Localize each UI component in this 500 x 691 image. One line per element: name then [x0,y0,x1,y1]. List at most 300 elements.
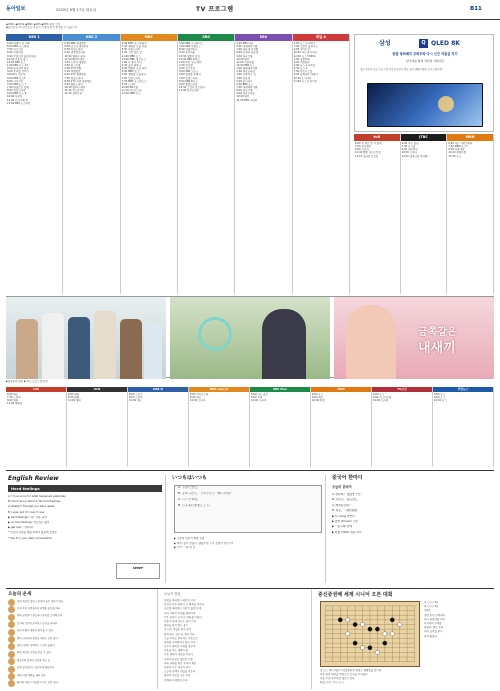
zodiac-icon [8,599,15,606]
go-stone [368,646,372,650]
program-item[interactable]: 6:00 뉴스 [373,393,385,396]
fortune-text: 뱀띠 신중하게 결정을 내리는 것이 좋다 [17,636,58,640]
channel-column [178,34,235,294]
program-item[interactable]: 10:30 영화가 좋다 [64,54,86,58]
program-item[interactable]: 9:20 월화드라마 [64,82,83,86]
side-schedule-grid [354,134,494,294]
text-line: B: I was, but I'm over it now. [8,510,45,514]
text-line: 세상을 바라보는 따뜻한 시선 [164,599,196,602]
text-line: ▶ 吃饭 chīfàn 밥을 먹다 [332,530,362,534]
zodiac-icon [8,621,15,628]
program-item[interactable]: 9:00 다큐프라임 [236,92,255,96]
go-stone [360,646,364,650]
program-item[interactable]: 5:00 새벽의 창 기획 [7,42,30,45]
fortune-column [6,589,158,689]
fortune-text: 원숭이띠 일에서 성과를 얻는 날 [17,658,51,662]
channel-name[interactable]: JTBC [401,134,447,141]
fortune-row [6,680,158,688]
program-item[interactable]: 10:00 명의 [236,57,250,61]
person-figure [346,305,396,379]
english-review [6,475,166,583]
cable-schedule-grid [6,387,494,467]
english-topic: Hard feelings [8,485,162,492]
program-item[interactable]: 7:00 SBS 아침뉴스 [179,45,201,49]
program-item[interactable]: 6:00 스포츠 [129,393,143,396]
program-item[interactable]: 10:00 예능 [129,399,142,403]
program-item[interactable]: 10:30 나는 몸신이다 [293,51,317,55]
baduk-footnote [320,669,492,685]
channel-name[interactable]: MBC [121,34,177,41]
photo-caption: ▶방송화면 캡처 ▶ 주요 프로그램 안내 [6,380,48,383]
program-item[interactable]: 10:00 PD수첩 [121,85,138,89]
text-line: ▶ 단어: 一杯 한 잔 [174,546,196,549]
program-item[interactable]: 9:40 무엇이든 물어보세요 [7,54,36,58]
program-item[interactable]: 10:30 도시어부 [293,76,312,80]
text-line: 점했다. 백은 우변 [424,626,444,630]
program-item[interactable]: 3:00 우리말 겨루기 [7,70,29,74]
info-line: ◆KBS1 ◆KBS2 ◆MBC ◆SBS ◆EBS 채널 안내 [6,23,61,26]
channel-name[interactable]: 채널 A [293,34,349,41]
program-item[interactable]: 7:50 인간극장 [7,48,24,52]
program-item[interactable]: 6:20 2TV 생생정보 [64,73,87,77]
japanese-title: いつもはいつも [172,475,208,481]
program-item[interactable]: 10:30 불후의 명곡 [64,85,86,89]
channel-name[interactable]: SBS Plus [250,387,310,392]
program-item[interactable]: 8:30 아침드라마 [121,48,141,52]
program-item[interactable]: 4:00 6시 내고향 [7,73,26,77]
channel-column [189,387,250,467]
program-item[interactable]: 6:00 예능 [7,393,19,396]
channel-name[interactable]: KBS 1 [6,34,62,41]
fortune-text: 닭띠 말조심하고 겸손하게 행동하라 [17,666,54,670]
go-stone [390,618,394,622]
zodiac-icon [8,636,15,643]
text-line: 미래 세대를 위한 우리의 책임 [164,661,197,665]
program-item[interactable]: 6:00 나는 자연인이다 [448,142,473,145]
text-line: 일상의 작은 변화가 큰 행복을 만든다 [164,603,205,607]
program-item[interactable]: 6:00 비디오스타 [190,393,209,396]
program-item[interactable]: 6:00 유 퀴즈 온 더 블럭 [355,142,382,145]
japanese-lines [174,537,322,551]
program-item[interactable]: 6:00 굿모닝 대한민국 [64,45,89,49]
text-line: 흑 ○○○ 9단 [424,601,439,604]
language-section [6,470,494,585]
program-item[interactable]: 10:00 명의 [236,95,250,99]
go-stone [346,618,350,622]
fortune-text: 범띠 금전운이 상승하니 투자를 고려해 보라 [17,614,63,618]
program-item[interactable]: 10:30 그것이 알고싶다 [179,85,205,89]
fortune-text: 토끼띠 건강에 유의하고 휴식을 취하라 [17,621,57,625]
program-item[interactable]: 12:00 EBS 뉴스 [236,63,255,67]
program-item[interactable]: 5:00 MBC 뉴스 [121,70,140,74]
text-line: 작은 배려가 세상을 바꾼다 [164,653,193,657]
text-line: 오늘의 선택이 내일을 만든다 [164,670,196,674]
text-line: 더 나은 내일을 위한 준비 [164,628,192,632]
program-item[interactable]: 7:50 MBN 뉴스7 [448,145,468,149]
program-item[interactable]: 10:50 이웃집 찰스 [7,57,28,61]
program-item[interactable]: 11:50 뉴스 [448,154,462,158]
channel-name[interactable]: EBS [235,34,291,41]
go-stone [338,618,342,622]
program-item[interactable]: 6:00 뉴스 [434,393,446,396]
program-item[interactable]: 7:55 MBC 뉴스데스크 [121,79,147,83]
q-logo-icon: Q [419,39,428,48]
column-lines [164,599,310,683]
text-line: ▶ hard feelings: 나쁜 감정, 원한 [8,515,47,519]
person-figure [16,319,38,379]
program-item[interactable]: 8:00 예능 [312,396,324,400]
program-item[interactable]: 5:00 뉴스 A 라이브 [293,63,316,67]
samsung-ad[interactable] [354,34,494,132]
channel-column [354,134,401,294]
program-item[interactable]: 12:10 놀라운 토요일 [355,154,379,158]
fortune-text: 돼지띠 마음의 여유를 가지는 것이 좋다 [17,680,58,684]
program-item[interactable]: 5:00 EBS 다큐 [236,42,254,45]
program-item[interactable]: 9:00 천기누설 [293,48,310,52]
go-stone [368,627,372,631]
program-item[interactable]: 8:50 드라마 [121,82,136,86]
show-photo [170,297,330,379]
person-figure [120,319,142,379]
text-line: B: 有空，一起吃饭吧。 [332,509,360,513]
fortune-text: 소띠 주변 사람들과의 관계를 돌아볼 때다 [17,606,61,610]
program-item[interactable]: 2:40 편스토랑 [64,63,81,67]
text-line: 초반 포석 단계에서 [424,613,445,617]
text-line: ▶ 오늘의 일본어 회화 표현 [174,537,205,540]
program-item[interactable]: 6:00 아는 형님 [401,142,419,145]
program-item[interactable]: 7:00 딩동댕 유치원 [236,48,259,52]
channel-name[interactable]: MBN [447,134,493,141]
program-item[interactable]: 7:40 현장르포 동행 [7,85,29,89]
program-item[interactable]: 12:20 MBC 뉴스 [121,92,141,96]
chinese-lines [332,493,492,536]
japanese-review [170,475,326,583]
text-line: 흑은 중앙 세력을 바탕으로 공격을 이어갔다. [320,673,369,676]
text-line: 마음을 여는 대화의 힘 [164,649,189,653]
text-line: 사랑과 관심이 필요한 이웃 [164,657,193,661]
channel-column [401,134,448,294]
program-item[interactable]: 11:10 라디오스타 [121,89,142,93]
program-item[interactable]: 1:00 미운 우리 새끼 [179,60,202,64]
text-line: 서로를 배려하는 마음이 필요한 때 [164,607,201,611]
program-item[interactable]: 5:00 MBC 뉴스투데이 [121,42,147,45]
program-item[interactable]: 7:00 KBS 뉴스 7 [7,82,27,86]
text-line: 흑이 좌상귀를 먼저 [424,617,445,621]
program-item[interactable]: 9:30 기분 좋은 날 [121,51,142,55]
program-item[interactable]: 12:00 냉장고를 부탁해 [401,154,428,158]
program-item[interactable]: 7:50 하트시그널 [293,70,313,74]
baduk-column [316,589,494,689]
fortune-title: 오늘의 운세 [8,592,32,597]
channel-name[interactable]: tvN [6,387,66,392]
program-item[interactable]: 6:00 나는 솔로 [251,393,268,396]
program-item[interactable]: 11:00 재방송 [7,402,23,406]
program-item[interactable]: 11:50 해피투게더 [64,57,85,61]
baduk-lines [424,601,492,639]
text-line: 함께 걷는 길이 더 멀리 간다 [164,632,195,636]
fortune-text: 말띠 가족과 함께하는 시간이 즐겁다 [17,643,55,647]
program-item[interactable]: 1:00 KBS 뉴스 12 [7,63,28,67]
channel-name[interactable]: MBC every1 [189,387,249,392]
channel-name[interactable]: KBS 2 [63,34,119,41]
chinese-subtitle: 오늘의 중국어 [332,485,352,489]
text-line: 희망을 잃지 않는 용기 [164,624,189,628]
program-item[interactable]: 1:50 강철부대 [293,57,310,61]
program-item[interactable]: 6:00 생방송 오늘저녁 [121,73,146,77]
program-item[interactable]: 4:00 생방송 오늘 저녁 [121,67,147,71]
program-item[interactable]: 3:00 건축탐구 집 [236,73,256,77]
program-item[interactable]: 9:00 금쪽같은 내새끼 [293,73,318,77]
program-item[interactable]: 9:00 KBS 뉴스 9 [7,92,27,96]
channel-name[interactable]: tvN [354,134,400,141]
program-item[interactable]: 10:00 드라마 [373,399,389,403]
program-item[interactable]: 7:40 뉴스룸 [401,145,416,149]
channel-column [235,34,292,294]
program-item[interactable]: 7:50 일일드라마 [64,76,83,80]
program-item[interactable]: 4:00 딩동댕 [236,76,250,80]
info-line: ◆동아일보 tv 편성표는 방송사 사정에 따라 변경될 수 있습니다 [6,26,78,30]
text-line: 더불어 사는 세상의 의미 [164,666,191,669]
program-item[interactable]: 8:25 아침마당 [7,51,24,55]
program-item[interactable]: 2:30 놀면 뭐하니 [121,63,141,67]
program-item[interactable]: 8:00 예능 [190,396,202,400]
japanese-dialogue [174,485,322,533]
channel-column [433,387,494,467]
program-item[interactable]: 12:00 MBC 정오뉴스 [121,57,146,61]
program-item[interactable]: 5:00 SBS 오뉴스 [179,70,199,74]
ad-copy: 정보 추진과 성공 프로그램 안내 삼성전자 제공 공익 캠페인 방송 프로그램 후원 [360,68,443,71]
program-item[interactable]: 8:00 미스터트롯 [373,396,392,400]
program-item[interactable]: 11:50 KBS 뉴스라인 [7,101,31,105]
english-lines [8,495,162,542]
channel-name[interactable]: SBS [178,34,234,41]
program-item[interactable]: 8:30 아침연속극 [179,48,198,52]
ad-brand: 삼성 [379,40,391,47]
program-item[interactable]: 5:00 뉴스 A 라이브 [293,42,316,45]
program-item[interactable]: 11:00 시사기획 창 [7,98,28,102]
program-item[interactable]: 10:00 특집 [312,399,325,403]
program-item[interactable]: 10:30 생활의 달인 [179,54,200,58]
go-stone [346,632,350,636]
program-item[interactable]: 1:20 드라마 재방송 [64,60,87,64]
program-item[interactable]: 10:30 드라마 [401,151,417,155]
channel-column [6,387,67,467]
program-item[interactable]: 5:00 SBS 모닝와이드 [179,42,204,45]
program-item[interactable]: 5:30 KBS 생생정보 [64,42,87,45]
program-item[interactable]: 2:00 한국인의 밥상 [7,67,29,71]
channel-column [311,387,372,467]
section-title: TV 프로그램 [196,6,234,13]
program-item[interactable]: 5:00 보니하니 [236,79,253,83]
program-item[interactable]: 10:20 현역가왕 [448,151,466,155]
program-item[interactable]: 12:00 뉴스 TOP10 [293,54,316,58]
text-line: 모두가 행복한 사회를 꿈꾸며 [164,645,196,649]
program-item[interactable]: 11:00 영화 [68,399,81,403]
zodiac-icon [8,643,15,650]
program-item[interactable]: 6:00 뉴스 [312,393,324,396]
text-line: B: 还可以，有点儿忙。 [332,498,360,502]
zodiac-icon [8,658,15,665]
paper-name: 동아일보 [6,6,26,12]
program-item[interactable]: 7:30 드라마 [7,396,21,400]
channel-name[interactable]: 연합뉴스 [433,387,493,392]
go-stone [360,622,364,626]
program-item[interactable]: 10:00 뉴스 [434,399,447,403]
program-item[interactable]: 1:00 나 혼자 산다 [121,60,142,64]
go-board [320,601,420,667]
program-item[interactable]: 8:30 아침드라마 [64,48,83,52]
program-item[interactable]: 11:00 MBC 뉴스 [121,54,141,58]
program-item[interactable]: 8:00 연애 [251,396,263,400]
program-item[interactable]: 5:10 생생정보 [64,70,81,74]
ad-sponsor: 한국예술 협회 라인업 국제교류 [406,59,444,63]
zodiac-icon [8,680,15,687]
program-item[interactable]: 7:00 생방송 오늘 아침 [121,45,147,49]
english-title: English Review [8,475,59,482]
text-line: 참고도: 백의 대응이 적절했다면 형세는 팽팽했을 것이다. [320,669,382,672]
program-item[interactable]: 4:00 TV유치원 [64,67,82,71]
program-item[interactable]: 10:40 뿅뿅 지구오락실 [355,151,381,155]
program-item[interactable]: 11:40 개그콘서트 [64,89,85,93]
zodiac-icon [8,651,15,658]
program-item[interactable]: 6:00 영화 [68,393,80,396]
program-item[interactable]: 7:00 일일드라마 [179,76,198,80]
program-item[interactable]: 12:00 SBS 12뉴스 [179,57,201,61]
drama-title: 금쪽같은 [418,327,457,338]
program-item[interactable]: 12:40 심야토론 [64,92,82,96]
channel-name[interactable]: TV조선 [372,387,432,392]
text-line: * Use it in your daily conversation [8,536,52,540]
program-item[interactable]: 2:30 런닝맨 [179,63,193,67]
program-item[interactable]: 8:30 영화 [68,396,80,400]
zodiac-icon [8,666,15,673]
zodiac-icon [8,673,15,680]
text-line: B: よかったら、うちでもう一杯いかが？ [178,492,233,495]
text-line: 우리 사회의 미래를 생각하며 [164,611,196,615]
program-item[interactable]: 11:00 EBS 시네마 [236,98,258,102]
text-line: ▶ no hard feelings: 악감정은 없어 [8,520,50,524]
chinese-review [330,475,494,583]
program-item[interactable]: 9:00 특종세상 [448,148,465,152]
program-item[interactable]: 8:30 일일드라마 [7,89,26,93]
fortune-text: 양띠 새로운 인연을 만날 수 있다 [17,651,51,655]
text-line: A: I'm so sorry for what happened yesterday. [8,495,67,498]
program-item[interactable]: 6:30 뉴스 A [293,67,308,71]
program-item[interactable]: 7:00 김진의 돌직구쇼 [293,45,318,49]
program-item[interactable]: 8:30 2TV 저녁 생생정보 [64,79,92,83]
program-item[interactable]: 6:00 KBS 뉴스광장 [7,45,29,49]
fortune-text: 쥐띠 새로운 일에 도전하면 좋은 결과가 있다 [17,599,64,603]
text-line: A: いいですね。 [178,498,200,501]
column-title: 오늘의 칼럼 [164,592,181,596]
channel-column [121,34,178,294]
text-line: 제1보 [424,609,431,613]
zodiac-icon [8,614,15,621]
go-stone [353,622,357,626]
channel-name[interactable]: OCN [67,387,127,392]
go-stone [383,632,387,636]
drama-photo [334,297,494,379]
text-line: 차지하며 우세를 [424,621,442,625]
program-item[interactable]: 9:00 한국기행 [236,54,253,58]
show-logo-icon [198,317,232,351]
program-item[interactable]: 11:50 뉴스 A 라이브 [293,79,318,83]
channel-column [372,387,433,467]
english-box: SPEEF [116,563,160,579]
program-item[interactable]: 11:00 극한직업 [236,60,254,64]
program-item[interactable]: 8:00 드라마 [129,396,143,400]
program-item[interactable]: 9:00 최강야구 [401,148,418,152]
channel-name[interactable]: MBN [311,387,371,392]
text-line: 하며 맞섰다. [424,634,438,638]
program-item[interactable]: 4:00 순간포착 [179,67,196,71]
program-item[interactable]: 6:00 사사건건 [7,79,24,83]
tv-schedule-grid [6,34,350,294]
program-item[interactable]: 10:00 드라마 [190,399,206,403]
channel-column [293,34,350,294]
program-item[interactable]: 10:00 드라마 [251,399,267,403]
go-stone [375,650,379,654]
program-item[interactable]: 5:00 KBS 뉴스5 [7,76,26,80]
channel-column [6,34,63,294]
ad-headline: 한밤 쌍바베의 꼬박꼬박 다시 신인 작품을 지키 [392,52,458,56]
program-item[interactable]: 8:00 뉴스 [434,396,446,400]
program-item[interactable]: 2:00 다큐프라임 [236,70,255,74]
tv-image [367,83,483,127]
channel-column [250,387,311,467]
program-item[interactable]: 3:20 서민갑부 [293,60,310,64]
cast-photo [6,297,166,379]
program-item[interactable]: 7:05 일일드라마 [121,76,141,80]
go-stone [390,632,394,636]
text-line: A: 你好吗？ 最近忙不忙？ [332,493,364,496]
program-item[interactable]: 6:00 EBS 뉴스 [236,82,254,86]
text-line: 해설: 프로 기사 ○○○ [320,681,345,684]
fortune-text: 개띠 여행 계획을 세워 보라 [17,673,46,677]
info-strip [6,23,494,32]
channel-column [67,387,128,467]
zodiac-icon [8,606,15,613]
program-item[interactable]: 1:00 세계테마기행 [236,67,258,71]
program-item[interactable]: 9:00 영화 [7,399,19,403]
program-item[interactable]: 9:00 월화드라마 [179,82,198,86]
program-item[interactable]: 12:00 KBS 뉴스 [7,60,26,64]
person-figure [68,317,90,379]
text-line: ▶ 周末 zhōumò 주말 [332,519,358,523]
program-item[interactable]: 7:00 세계테마기행 [236,85,258,89]
program-item[interactable]: 9:10 생생정보마당 [64,51,86,55]
program-item[interactable]: 8:00 SBS 8뉴스 [179,79,198,83]
text-line: B: じゃあ行きましょう。 [178,504,213,507]
program-item[interactable]: 11:40 나이트라인 [179,89,200,93]
text-line: A: Really? I thought you were upset. [8,505,55,509]
program-item[interactable]: 9:10 좋은아침 [179,51,196,55]
program-item[interactable]: 6:00 세계테마기행 [236,45,258,49]
program-item[interactable]: 7:50 삼시세끼 [355,145,372,149]
program-item[interactable]: 10:00 다큐온 [7,95,23,99]
channel-name[interactable]: KBS N [128,387,188,392]
opinion-column [162,589,312,689]
text-line: 이웃과 함께 나누는 삶의 가치 [164,619,197,623]
go-stone [375,627,379,631]
program-item[interactable]: 8:00 한국기행 [236,89,253,93]
program-item[interactable]: 8:00 모여라 딩동댕 [236,51,259,55]
program-item[interactable]: 9:00 드라마 [355,148,369,152]
baduk-title: 중신증권배 세계 시니어 오픈 대회 [318,592,393,598]
program-item[interactable]: 6:00 생방송 투데이 [179,73,201,77]
ad-model: QLED 8K [431,40,460,47]
masthead [0,0,500,20]
